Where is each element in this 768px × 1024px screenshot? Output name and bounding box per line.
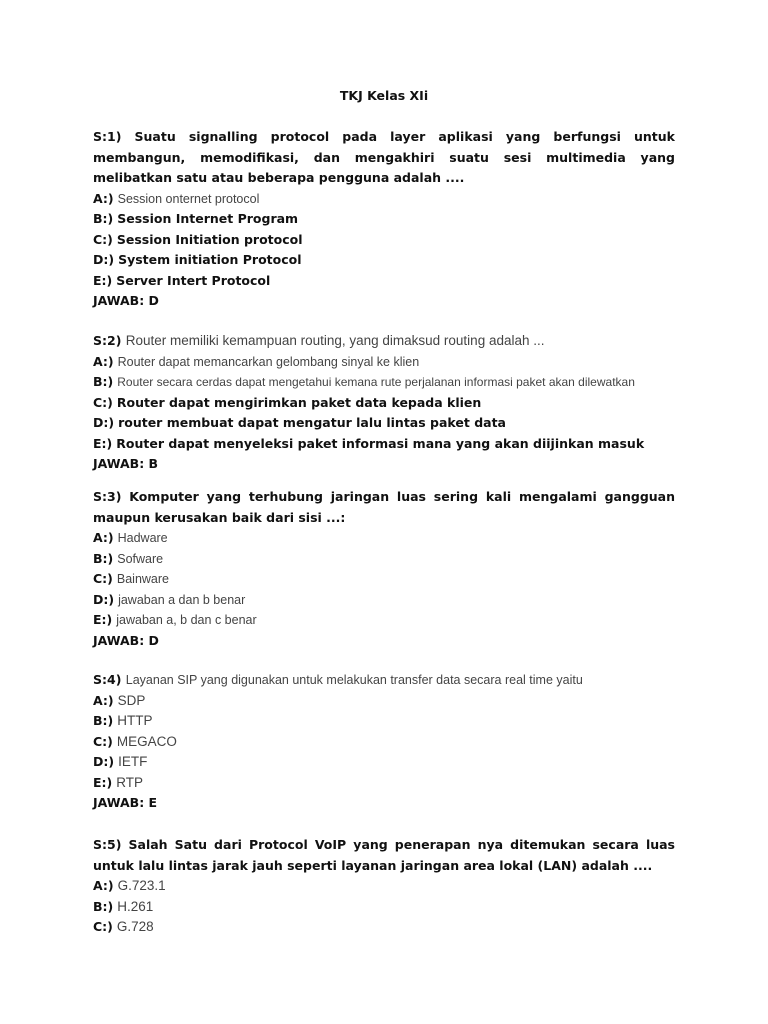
question-1 <box>93 127 675 312</box>
question-5-option-c: C:) G.728 <box>93 919 154 934</box>
question-3-body: Komputer yang terhubung jaringan luas sering kali mengalami gangguan maupun kerusakan baik dari sisi ...: <box>93 489 676 525</box>
question-5-option-a: A:) G.723.1 <box>93 878 166 893</box>
question-2-label: S:2) <box>93 333 122 348</box>
question-2-option-c: C:) Router dapat mengirimkan paket data kepada klien <box>93 394 482 410</box>
question-5-label: S:5) <box>93 837 122 852</box>
question-1-option-b: B:) Session Internet Program <box>93 211 299 226</box>
question-2-option-e: E:) Router dapat menyeleksi paket informasi mana yang akan diijinkan masuk <box>93 435 645 451</box>
question-2-option-d: D:) router membuat dapat mengatur lalu lintas paket data <box>93 415 506 430</box>
question-1-answer: JAWAB: D <box>93 293 159 308</box>
question-1-option-c: C:) Session Initiation protocol <box>93 231 303 247</box>
question-4-answer: JAWAB: E <box>93 795 158 810</box>
document-title: TKJ Kelas XIi <box>339 88 429 103</box>
question-3-label: S:3) <box>93 489 122 504</box>
question-2-text <box>93 331 675 352</box>
question-3 <box>93 487 675 651</box>
question-3-text <box>93 487 675 528</box>
question-2-answer: JAWAB: B <box>93 456 159 471</box>
question-3-answer: JAWAB: D <box>93 632 159 648</box>
question-3-option-d: D:) jawaban a dan b benar <box>93 591 246 607</box>
question-1-text <box>93 127 675 189</box>
question-4-text <box>93 670 675 691</box>
question-3-option-e: E:) jawaban a, b dan c benar <box>93 612 257 627</box>
question-2-option-a: A:) Router dapat memancarkan gelombang sinyal ke klien <box>93 353 420 369</box>
question-4-option-d: D:) IETF <box>93 754 148 769</box>
question-1-body: Suatu signalling protocol pada layer aplikasi yang berfungsi untuk membangun, memodifikasi, dan mengakhiri suatu sesi multimedia yang melibatkan satu atau beberapa pengguna adalah .... <box>93 129 675 185</box>
question-1-label: S:1) <box>93 129 122 144</box>
question-5 <box>93 835 675 938</box>
question-4-option-a: A:) SDP <box>93 692 146 708</box>
question-4-option-b: B:) HTTP <box>93 713 153 728</box>
question-4-option-e: E:) RTP <box>93 774 144 790</box>
question-5-body: Salah Satu dari Protocol VoIP yang penerapan nya ditemukan secara luas untuk lalu lintas jarak jauh seperti layanan jaringan area lokal (LAN) adalah .... <box>93 837 675 873</box>
question-4 <box>93 670 675 814</box>
question-1-option-d: D:) System initiation Protocol <box>93 252 302 267</box>
question-3-option-c: C:) Bainware <box>93 571 169 586</box>
question-4-option-c: C:) MEGACO <box>93 733 177 749</box>
question-2-body: Router memiliki kemampuan routing, yang dimaksud routing adalah ... <box>125 333 545 348</box>
question-5-option-b: B:) H.261 <box>93 898 154 914</box>
question-3-option-a: A:) Hadware <box>93 530 168 545</box>
question-3-option-b: B:) Sofware <box>93 550 164 566</box>
question-5-text <box>93 835 675 876</box>
question-2 <box>93 331 675 475</box>
question-4-label: S:4) <box>93 672 122 687</box>
question-1-option-e: E:) Server Intert Protocol <box>93 272 271 288</box>
question-4-body: Layanan SIP yang digunakan untuk melakukan transfer data secara real time yaitu <box>125 673 583 687</box>
question-2-option-b: B:) Router secara cerdas dapat mengetahui kemana rute perjalanan informasi paket akan dilewatkan <box>93 374 635 389</box>
question-1-option-a: A:) Session onternet protocol <box>93 190 260 206</box>
